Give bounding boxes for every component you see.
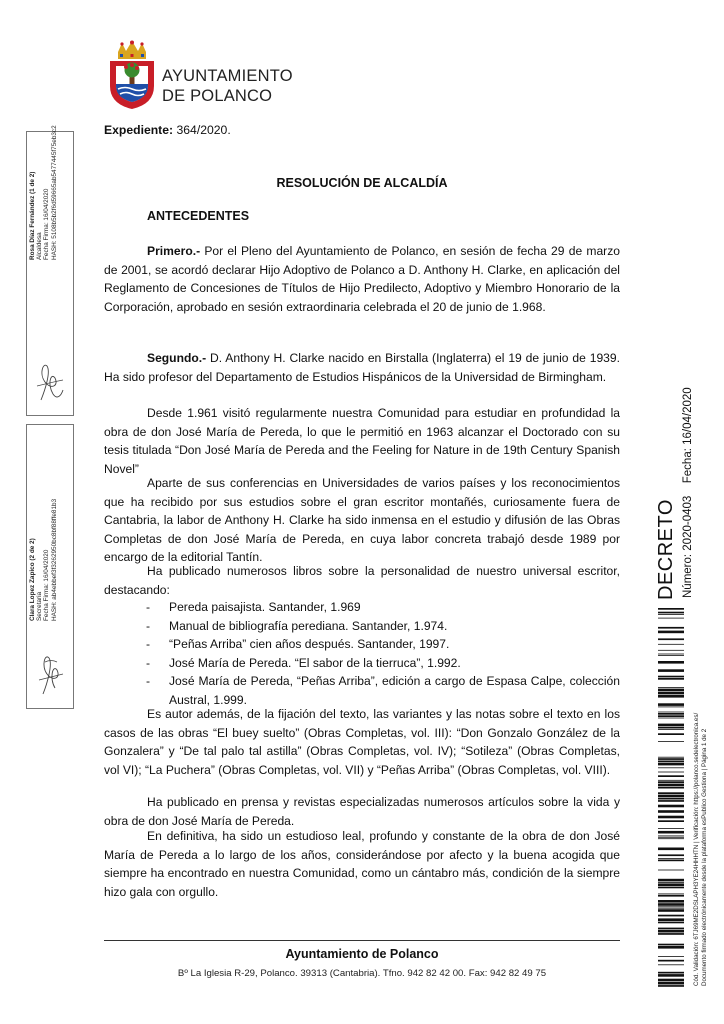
barcode-bar	[658, 787, 684, 789]
barcode-bar	[658, 627, 684, 629]
barcode-bar	[658, 879, 684, 882]
barcode-bar	[658, 810, 684, 813]
decreto-date: Fecha: 16/04/2020	[682, 387, 694, 484]
paragraph-definitiva-text: En definitiva, ha sido un estudioso leal, profundo y constante de la obra de don José María de Pereda a lo largo de los años, considerándose por afecto y la buena acogida que siempre ha encontrado en nuestra Comunidad, como un cántabro más, condición de la siempre hizo gala con orgullo.	[104, 829, 620, 899]
barcode-bar	[658, 800, 684, 802]
signature-2-hash: HASH: ab4ebbef3f3262950bc8bf88ffe81b3	[50, 498, 58, 621]
barcode-bar	[658, 631, 684, 634]
barcode-bar	[658, 918, 684, 921]
barcode-bar	[658, 944, 684, 946]
polanco-coat-of-arms-logo	[104, 40, 160, 110]
barcode-bar	[658, 964, 684, 965]
barcode-bar	[658, 781, 684, 783]
barcode-bar	[658, 678, 684, 680]
footer-title: Ayuntamiento de Polanco	[285, 947, 439, 961]
barcode-bar	[658, 707, 684, 708]
barcode-bar	[658, 805, 684, 808]
barcode-bar	[658, 915, 684, 917]
paragraph-doctorado	[104, 404, 620, 478]
barcode-bar	[658, 644, 684, 645]
barcode-bar	[658, 661, 684, 664]
barcode-bar	[658, 724, 684, 727]
barcode-bar	[658, 960, 684, 962]
signature-1-hash: HASH: 5108b5b2f6d59665ab5477445f75eb3c2	[50, 125, 58, 260]
barcode-bar	[658, 882, 684, 883]
handwritten-signature-1	[33, 360, 67, 404]
barcode-bar	[658, 654, 684, 655]
barcode-bar	[658, 687, 684, 688]
barcode-bar	[658, 922, 684, 924]
barcode-bar	[658, 757, 684, 758]
barcode-bar	[658, 883, 684, 886]
crown-icon	[118, 41, 146, 60]
barcode-bar	[658, 982, 684, 985]
barcode-bar	[658, 909, 684, 912]
list-item: - José María de Pereda, “Peñas Arriba”, edición a cargo de Espasa Calpe, colección Austral, 1.999.	[146, 672, 620, 709]
signature-2-date: Fecha Firma: 16/04/2020	[43, 549, 51, 621]
barcode-bar	[658, 795, 684, 798]
paragraph-prensa	[104, 793, 620, 830]
barcode-bar	[658, 887, 684, 889]
barcode-bar	[658, 784, 684, 787]
barcode-bar	[658, 895, 684, 897]
barcode-bar	[658, 695, 684, 698]
signature-2-name: Clara Lopez Zapico (2 de 2)	[29, 538, 36, 621]
barcode-bar	[658, 727, 684, 729]
footer-divider	[104, 940, 620, 941]
barcode-bar	[658, 837, 684, 838]
paragraph-primero-text: Por el Pleno del Ayuntamiento de Polanco, en sesión de fecha 29 de marzo de 2001, se acordó declarar Hijo Adoptivo de Polanco a D. Anthony H. Clarke, en aplicación del Reglamento de Concesiones de Títulos de Hijo Predilecto, Adoptivo y Miembro Honorario de la Corporación, aprobado en sesión extraordinaria celebrada el 20 de junio de 1.968.	[104, 244, 620, 314]
books-list	[146, 598, 620, 710]
barcode-bar	[658, 974, 684, 977]
barcode-bar	[658, 792, 684, 794]
signature-box-2	[26, 424, 74, 709]
barcode-bar	[658, 703, 684, 706]
barcode-bar	[658, 669, 684, 672]
paragraph-segundo-text: D. Anthony H. Clarke nacido en Birstalla (Inglaterra) el 19 de junio de 1939. Ha sido profesor del Departamento de Estudios Hispánicos de la Universidad de Birmingham.	[104, 351, 620, 384]
barcode-bar	[658, 798, 684, 800]
paragraph-conferencias	[104, 474, 620, 567]
barcode-bar	[658, 903, 684, 906]
document-title: RESOLUCIÓN DE ALCALDÍA	[276, 176, 448, 190]
barcode-bar	[658, 608, 684, 610]
barcode-bar	[658, 838, 684, 839]
decreto-number: Número: 2020-0403	[682, 495, 694, 598]
barcode-bar	[658, 928, 684, 930]
barcode-bar	[658, 767, 684, 768]
list-item: - “Peñas Arriba” cien años después. Santander, 1997.	[146, 635, 620, 654]
shield-icon	[110, 61, 154, 109]
barcode-bar	[658, 775, 684, 777]
barcode-bar	[658, 854, 684, 856]
signature-2-role: Secretaria	[36, 591, 44, 621]
org-line-1: AYUNTAMIENTO	[162, 67, 293, 85]
barcode-bar	[658, 758, 684, 760]
paragraph-definitiva	[104, 827, 620, 901]
expediente-label: Expediente:	[104, 123, 174, 137]
barcode-bar	[658, 761, 684, 763]
barcode-bar	[658, 946, 684, 949]
signature-1-details	[29, 125, 58, 260]
barcode-bar	[658, 712, 684, 713]
barcode-bar	[658, 612, 684, 614]
barcode-bar	[658, 713, 684, 715]
barcode-bar	[658, 614, 684, 615]
signature-box-1	[26, 125, 74, 416]
barcode-bar	[658, 715, 684, 717]
expediente-value: 364/2020.	[176, 123, 231, 137]
decreto-label: DECRETO	[655, 499, 677, 600]
list-item: - Manual de bibliografía perediana. Santander, 1.974.	[146, 617, 620, 636]
paragraph-libros-intro-text: Ha publicado numerosos libros sobre la personalidad de nuestro universal escritor, destacando:	[104, 564, 620, 597]
validation-barcode	[658, 608, 684, 988]
barcode-bar	[658, 979, 684, 982]
barcode-bar	[658, 729, 684, 730]
barcode-bar	[658, 894, 684, 895]
signature-2-details	[29, 499, 58, 621]
validation-text	[693, 713, 709, 986]
org-line-2: DE POLANCO	[162, 87, 273, 105]
decreto-number-date	[678, 387, 696, 598]
barcode-bar	[658, 860, 684, 862]
barcode-bar	[658, 908, 684, 909]
barcode-bar	[658, 870, 684, 871]
barcode-bar	[658, 900, 684, 903]
list-item: - Pereda paisajista. Santander, 1.969	[146, 598, 620, 617]
expediente-line	[104, 123, 231, 137]
list-item: - José María de Pereda. “El sabor de la tierruca”, 1.992.	[146, 654, 620, 673]
footer-address: Bº La Iglesia R-29, Polanco. 39313 (Cantabria). Tfno. 942 82 42 00. Fax: 942 82 49 75	[177, 968, 547, 979]
decreto-stamp	[655, 499, 678, 600]
barcode-bar	[658, 741, 684, 742]
paragraph-fijacion-texto	[104, 705, 620, 779]
paragraph-primero-label: Primero.-	[147, 244, 201, 258]
signature-1-name: Rosa Díaz Fernández (1 de 2)	[29, 171, 36, 260]
barcode-bar	[658, 718, 684, 719]
validation-line-1: Cód. Validación: 6TJ69ME2DSLAPH3YE24HHHTN | Verificación: https://polanco.sedelectronica.es/	[693, 712, 700, 986]
paragraph-fijacion-texto-text: Es autor además, de la fijación del texto, las variantes y las notas sobre el texto en los casos de las obras “El buey suelto” (Obras Completas, vol. III): “Don Gonzalo González de la Gonzalera” y “De tal palo tal astilla” (Obras Completas, vol. IV); “Sotileza” (Obras Completas, vol VI); “La Puchera” (Obras Completas, vol. VII) y “Peñas Arriba” (Obras Completas, vol. VIII).	[104, 707, 620, 777]
organization-name	[162, 66, 293, 106]
barcode-bar	[658, 650, 684, 651]
barcode-bar	[658, 816, 684, 819]
barcode-bar	[658, 972, 684, 974]
barcode-bar	[658, 828, 684, 829]
validation-line-2: Documento firmado electrónicamente desde la plataforma esPublico Gestiona | Página 1 de 2	[701, 728, 708, 986]
barcode-bar	[658, 763, 684, 766]
paragraph-conferencias-text: Aparte de sus conferencias en Universidades de varios países y los reconocimientos que ha recibido por sus estudios sobre el gran escritor montañés, curiosamente fuera de Cantabria, la labor de Anthony H. Clarke ha sido inmensa en el estudio y difusión de las Obras Completas de don José María de Pereda, en cuya labor concreta trabajó desde 1989 por encargo de la editorial Tantín.	[104, 476, 620, 565]
barcode-bar	[658, 638, 684, 640]
barcode-bar	[658, 985, 684, 987]
barcode-bar	[658, 906, 684, 907]
paragraph-segundo	[104, 349, 620, 386]
barcode-bar	[658, 820, 684, 822]
barcode-bar	[658, 836, 684, 837]
paragraph-libros-intro	[104, 562, 620, 599]
section-heading: ANTECEDENTES	[147, 209, 250, 223]
paragraph-primero	[104, 242, 620, 316]
paragraph-segundo-label: Segundo.-	[147, 351, 207, 365]
handwritten-signature-2	[33, 650, 67, 698]
barcode-bar	[658, 831, 684, 834]
barcode-bar	[658, 618, 684, 619]
paragraph-doctorado-text: Desde 1.961 visitó regularmente nuestra Comunidad para estudiar en profundidad la obra de don José María de Pereda, lo que le permitió en 1963 alcanzar el Doctorado con su tesis titulada “Don José María de Pereda and the Feeling for Nature in de 19th Century Spanish Novel”	[104, 406, 620, 476]
paragraph-prensa-text: Ha publicado en prensa y revistas especializadas numerosos artículos sobre la vida y obra de don José María de Pereda.	[104, 795, 620, 828]
barcode-bar	[658, 676, 684, 678]
barcode-bar	[658, 956, 684, 957]
barcode-bar	[658, 733, 684, 735]
barcode-bar	[658, 780, 684, 781]
signature-1-date: Fecha Firma: 16/04/2020	[43, 188, 51, 260]
barcode-bar	[658, 858, 684, 859]
barcode-bar	[658, 848, 684, 851]
barcode-bar	[658, 692, 684, 695]
barcode-bar	[658, 772, 684, 773]
signature-1-role: Alcaldesa	[36, 232, 44, 260]
barcode-bar	[658, 655, 684, 656]
barcode-bar	[658, 933, 684, 935]
barcode-bar	[658, 930, 684, 933]
barcode-bar	[658, 689, 684, 692]
